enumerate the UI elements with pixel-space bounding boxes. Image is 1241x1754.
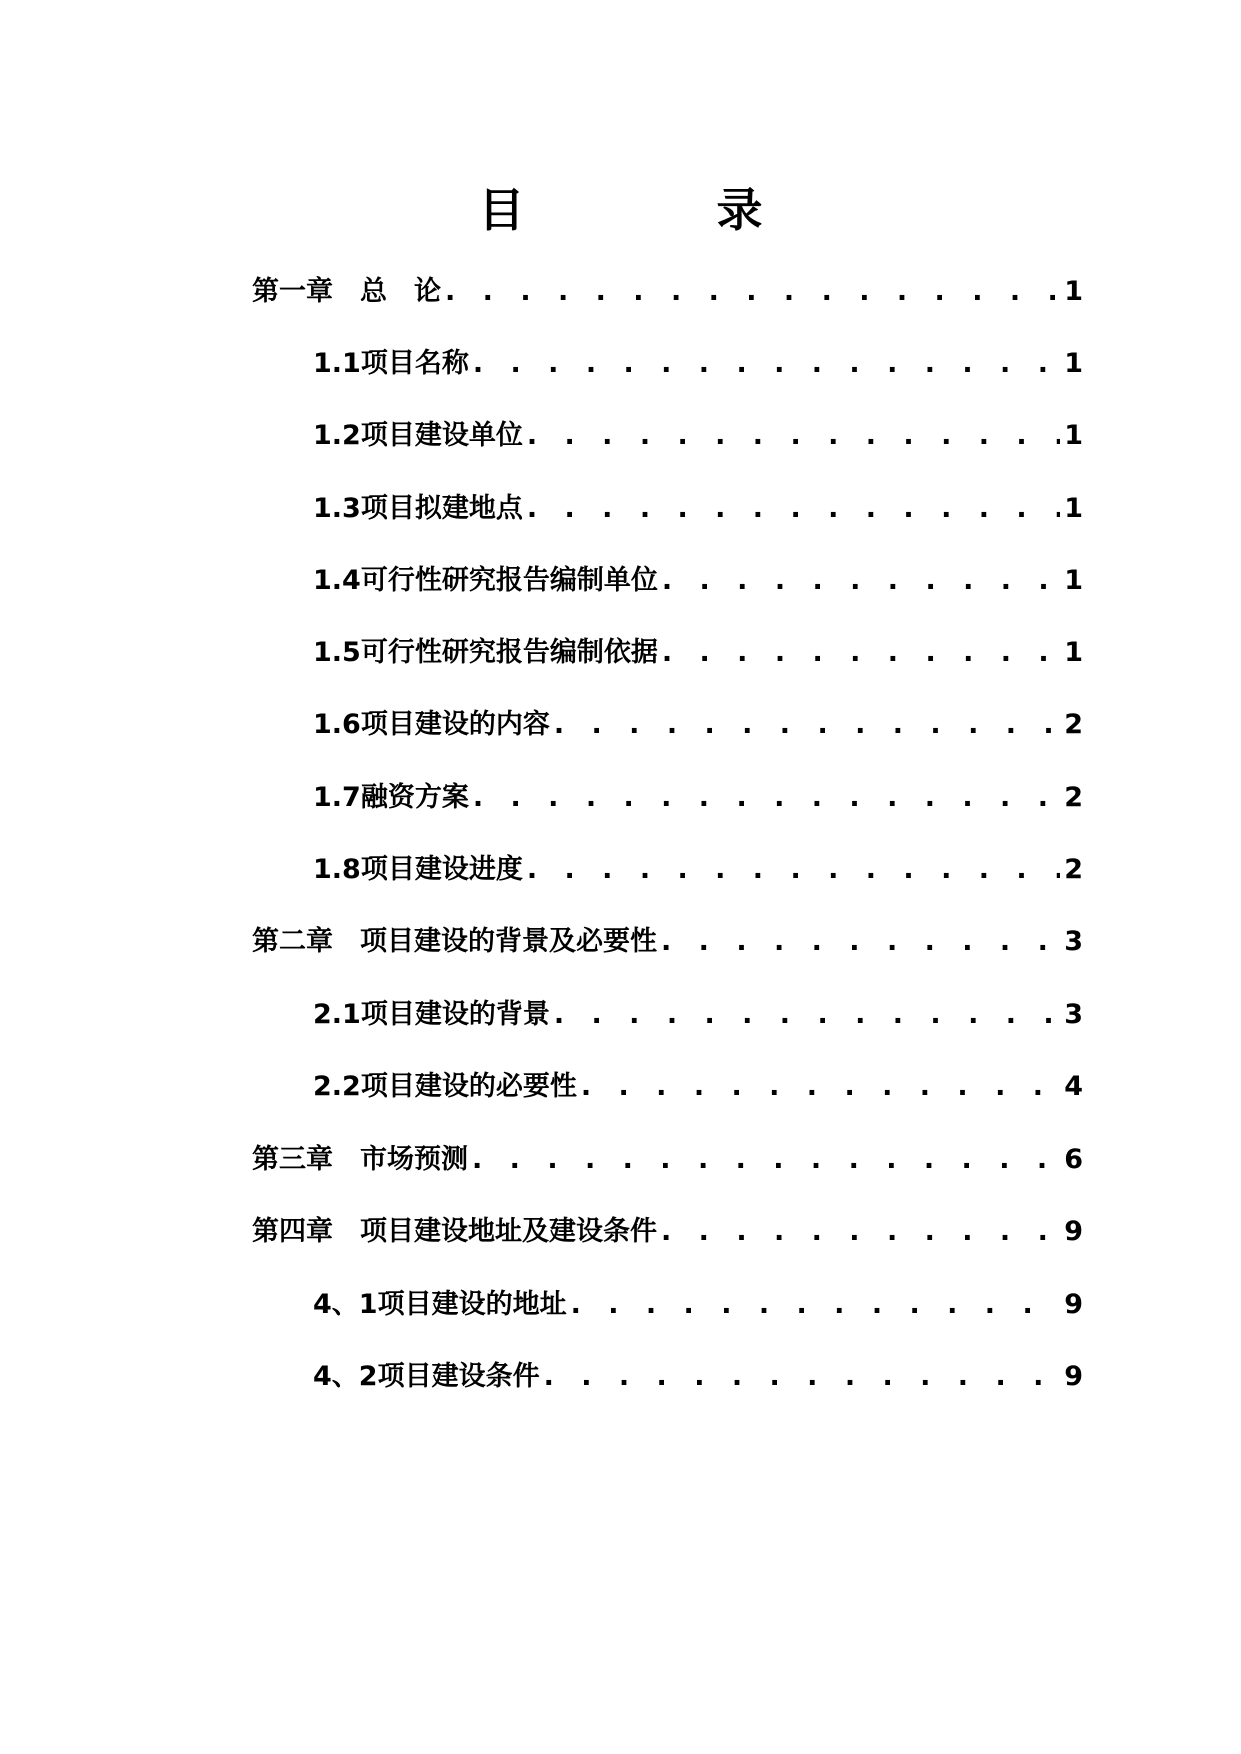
dot-leader	[473, 778, 1060, 818]
toc-entry-label: 1.2项目建设单位	[313, 420, 523, 451]
dot-leader	[661, 1212, 1060, 1252]
toc-entry-1-7[interactable]	[313, 778, 1083, 818]
toc-page-number: 9	[1064, 1289, 1083, 1320]
dot-leader	[527, 850, 1060, 890]
dot-leader	[527, 489, 1060, 529]
toc-page-number: 1	[1064, 637, 1083, 668]
toc-entry-chapter-2[interactable]	[252, 922, 1083, 962]
toc-page-number: 1	[1064, 493, 1083, 524]
toc-entry-1-8[interactable]	[313, 850, 1083, 890]
toc-entry-1-5[interactable]	[313, 633, 1083, 673]
toc-entry-label: 第四章 项目建设地址及建设条件	[252, 1216, 657, 1247]
toc-entry-2-1[interactable]	[313, 995, 1083, 1035]
toc-page-number: 2	[1064, 709, 1083, 740]
dot-leader	[544, 1357, 1061, 1397]
toc-entry-label: 1.5可行性研究报告编制依据	[313, 637, 658, 668]
toc-page-number: 1	[1064, 420, 1083, 451]
dot-leader	[662, 561, 1060, 601]
dot-leader	[661, 922, 1060, 962]
toc-entry-chapter-1[interactable]	[252, 272, 1083, 312]
dot-leader	[581, 1067, 1060, 1107]
dot-leader	[571, 1285, 1061, 1325]
toc-page-number: 1	[1064, 565, 1083, 596]
toc-entry-chapter-3[interactable]	[252, 1140, 1083, 1180]
dot-leader	[473, 344, 1060, 384]
toc-page-number: 1	[1064, 348, 1083, 379]
toc-entry-1-4[interactable]	[313, 561, 1083, 601]
toc-page-number: 9	[1064, 1361, 1083, 1392]
toc-entry-label: 1.3项目拟建地点	[313, 493, 523, 524]
toc-entry-label: 1.8项目建设进度	[313, 854, 523, 885]
dot-leader	[445, 272, 1060, 312]
toc-page-number: 2	[1064, 854, 1083, 885]
toc-entry-1-1[interactable]	[313, 344, 1083, 384]
toc-page-number: 9	[1064, 1216, 1083, 1247]
dot-leader	[554, 705, 1060, 745]
toc-entry-label: 第三章 市场预测	[252, 1144, 468, 1175]
toc-entry-label: 1.4可行性研究报告编制单位	[313, 565, 658, 596]
toc-page-number: 3	[1064, 999, 1083, 1030]
toc-entry-label: 1.7融资方案	[313, 782, 469, 813]
toc-entry-label: 第一章 总 论	[252, 276, 441, 307]
toc-entry-label: 第二章 项目建设的背景及必要性	[252, 926, 657, 957]
toc-entry-4-1[interactable]	[313, 1285, 1083, 1325]
toc-page-number: 3	[1064, 926, 1083, 957]
toc-entry-label: 1.1项目名称	[313, 348, 469, 379]
toc-page-number: 4	[1064, 1071, 1083, 1102]
dot-leader	[527, 416, 1060, 456]
page-title: 目 录	[478, 183, 851, 237]
toc-entry-4-2[interactable]	[313, 1357, 1083, 1397]
toc-entry-chapter-4[interactable]	[252, 1212, 1083, 1252]
toc-page-number: 1	[1064, 276, 1083, 307]
toc-entry-label: 1.6项目建设的内容	[313, 709, 550, 740]
toc-entry-1-3[interactable]	[313, 489, 1083, 529]
toc-page-number: 2	[1064, 782, 1083, 813]
toc-entry-1-2[interactable]	[313, 416, 1083, 456]
toc-entry-label: 2.1项目建设的背景	[313, 999, 550, 1030]
dot-leader	[554, 995, 1060, 1035]
toc-page-number: 6	[1064, 1144, 1083, 1175]
toc-entry-label: 4、2项目建设条件	[313, 1361, 540, 1392]
dot-leader	[472, 1140, 1060, 1180]
toc-entry-1-6[interactable]	[313, 705, 1083, 745]
toc-entry-2-2[interactable]	[313, 1067, 1083, 1107]
toc-entry-label: 2.2项目建设的必要性	[313, 1071, 577, 1102]
dot-leader	[662, 633, 1060, 673]
toc-entry-label: 4、1项目建设的地址	[313, 1289, 567, 1320]
